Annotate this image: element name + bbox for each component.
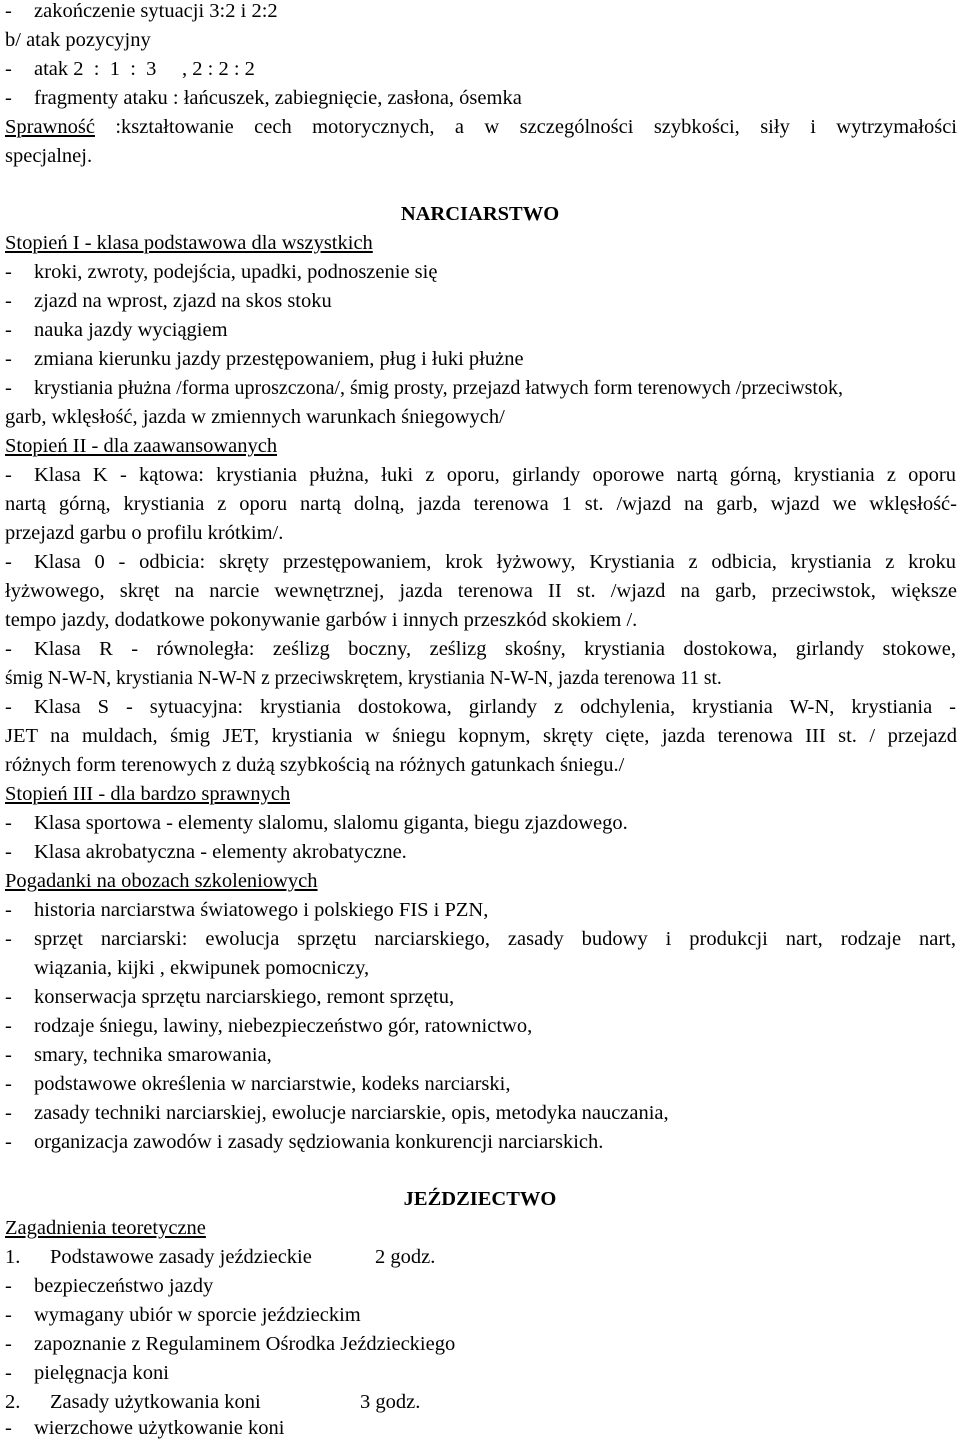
sprawnosc-continuation: specjalnej. bbox=[5, 145, 93, 167]
list-item bbox=[0, 1414, 960, 1443]
zagadnienia-heading: Zagadnienia teoretyczne bbox=[5, 1217, 206, 1239]
list-item bbox=[0, 1070, 960, 1099]
list-item bbox=[0, 1012, 960, 1041]
stopien2-heading: Stopień II - dla zaawansowanych bbox=[5, 435, 278, 457]
bullet-dash: - bbox=[5, 319, 12, 341]
klasa-0-line2: łyżwowego, skręt na narcie wewnętrznej, jazda terenowa II st. /wjazd na garb, przeciwstok, większe bbox=[5, 580, 957, 602]
item-number: 1. bbox=[5, 1246, 21, 1268]
item-text: Podstawowe zasady jeździeckie bbox=[50, 1246, 312, 1268]
bullet-dash: - bbox=[5, 928, 12, 950]
section-title-jezdziectwo: JEŹDZIECTWO bbox=[403, 1188, 557, 1210]
list-item-text: zasady techniki narciarskiej, ewolucje narciarskie, opis, metodyka nauczania, bbox=[34, 1102, 669, 1124]
bullet-dash: - bbox=[5, 87, 12, 109]
list-item bbox=[0, 55, 960, 84]
klasa-s-line3: różnych form terenowych z dużą szybkością na różnych gatunkach śniegu./ bbox=[5, 754, 625, 776]
list-item-text: nauka jazdy wyciągiem bbox=[34, 319, 228, 341]
klasa-r-line2: śmig N-W-N, krystiania N-W-N z przeciwskrętem, krystiania N-W-N, jazda terenowa 11 st. bbox=[5, 668, 722, 689]
list-item-text: Klasa sportowa - elementy slalomu, slalomu giganta, biegu zjazdowego. bbox=[34, 812, 628, 834]
pogadanki-heading: Pogadanki na obozach szkoleniowych bbox=[5, 870, 318, 892]
list-item-text: Klasa 0 - odbicia: skręty przestępowaniem, krok łyżwowy, Krystiania z odbicia, krystiania z kroku bbox=[34, 551, 956, 573]
list-item-text: atak 2 : 1 : 3 , 2 : 2 : 2 bbox=[34, 58, 255, 80]
list-item bbox=[0, 1099, 960, 1128]
klasa-k-line1 bbox=[0, 461, 960, 490]
list-item-text: Klasa akrobatyczna - elementy akrobatyczne. bbox=[34, 841, 407, 863]
bullet-dash: - bbox=[5, 899, 12, 921]
section-heading: b/ atak pozycyjny bbox=[5, 29, 151, 51]
klasa-r-line1 bbox=[0, 635, 960, 664]
bullet-dash: - bbox=[5, 0, 12, 22]
list-item bbox=[0, 0, 960, 26]
list-item-text: kroki, zwroty, podejścia, upadki, podnoszenie się bbox=[34, 261, 438, 283]
bullet-dash: - bbox=[5, 1417, 12, 1439]
bullet-dash: - bbox=[5, 1275, 12, 1297]
sprawnosc-text: :kształtowanie cech motorycznych, a w szczególności szybkości, siły i wytrzymałości bbox=[94, 116, 957, 138]
section-title-narciarstwo: NARCIARSTWO bbox=[400, 203, 560, 225]
list-item bbox=[0, 925, 960, 954]
list-item bbox=[0, 258, 960, 287]
numbered-item bbox=[0, 1388, 960, 1417]
bullet-dash: - bbox=[5, 812, 12, 834]
item-number: 2. bbox=[5, 1391, 21, 1413]
list-item-text: bezpieczeństwo jazdy bbox=[34, 1275, 214, 1297]
list-item-text: rodzaje śniegu, lawiny, niebezpieczeństwo gór, ratownictwo, bbox=[34, 1015, 533, 1037]
list-item-text: sprzęt narciarski: ewolucja sprzętu narciarskiego, zasady budowy i produkcji nart, rodzaje nart, bbox=[34, 928, 956, 950]
list-item bbox=[0, 1330, 960, 1359]
list-item bbox=[0, 1041, 960, 1070]
list-item-text: wierzchowe użytkowanie koni bbox=[34, 1417, 285, 1439]
bullet-dash: - bbox=[5, 638, 12, 660]
stopien3-heading: Stopień III - dla bardzo sprawnych bbox=[5, 783, 291, 805]
bullet-dash: - bbox=[5, 1102, 12, 1124]
list-item bbox=[0, 1128, 960, 1157]
bullet-dash: - bbox=[5, 464, 12, 486]
item-text: Zasady użytkowania koni bbox=[50, 1391, 261, 1413]
item-hours: 2 godz. bbox=[375, 1246, 436, 1268]
list-item bbox=[0, 1301, 960, 1330]
list-item-text: krystiania płużna /forma uproszczona/, śmig prosty, przejazd łatwych form terenowych /przeciwstok, bbox=[34, 377, 843, 399]
klasa-s-line2: JET na muldach, śmig JET, krystiania w śniegu kopnym, skręty cięte, jazda terenowa III st. / przejazd bbox=[5, 725, 957, 747]
list-item-text: zmiana kierunku jazdy przestępowaniem, pług i łuki płużne bbox=[34, 348, 524, 370]
list-item-text: wiązania, kijki , ekwipunek pomocniczy, bbox=[34, 957, 370, 979]
bullet-dash: - bbox=[5, 1044, 12, 1066]
bullet-dash: - bbox=[5, 1304, 12, 1326]
list-item-text: podstawowe określenia w narciarstwie, kodeks narciarski, bbox=[34, 1073, 511, 1095]
list-item-text: organizacja zawodów i zasady sędziowania konkurencji narciarskich. bbox=[34, 1131, 604, 1153]
list-item-text: zapoznanie z Regulaminem Ośrodka Jeździeckiego bbox=[34, 1333, 456, 1355]
item-hours: 3 godz. bbox=[360, 1391, 421, 1413]
list-item bbox=[0, 809, 960, 838]
bullet-dash: - bbox=[5, 1073, 12, 1095]
bullet-dash: - bbox=[5, 377, 12, 399]
bullet-dash: - bbox=[5, 1362, 12, 1384]
list-item-text: fragmenty ataku : łańcuszek, zabiegnięcie, zasłona, ósemka bbox=[34, 87, 522, 109]
bullet-dash: - bbox=[5, 1333, 12, 1355]
list-item bbox=[0, 983, 960, 1012]
stopien1-heading: Stopień I - klasa podstawowa dla wszystkich bbox=[5, 232, 373, 254]
list-item-text: pielęgnacja koni bbox=[34, 1362, 169, 1384]
bullet-dash: - bbox=[5, 986, 12, 1008]
list-item bbox=[0, 374, 960, 403]
klasa-k-line3: przejazd garbu o profilu krótkim/. bbox=[5, 522, 284, 544]
bullet-dash: - bbox=[5, 58, 12, 80]
list-item-text: zjazd na wprost, zjazd na skos stoku bbox=[34, 290, 332, 312]
klasa-0-line3: tempo jazdy, dodatkowe pokonywanie garbów i innych przeszkód skokiem /. bbox=[5, 609, 638, 631]
list-item bbox=[0, 1272, 960, 1301]
list-item-text: konserwacja sprzętu narciarskiego, remont sprzętu, bbox=[34, 986, 455, 1008]
list-item bbox=[0, 1359, 960, 1388]
list-item bbox=[0, 287, 960, 316]
list-item-text: Klasa K - kątowa: krystiania płużna, łuki z oporu, girlandy oporowe nartą górną, krystiania z oporu bbox=[34, 464, 956, 486]
list-item bbox=[0, 84, 960, 113]
list-item bbox=[0, 316, 960, 345]
list-item-text: zakończenie sytuacji 3:2 i 2:2 bbox=[34, 0, 278, 22]
sprawnosc-label: Sprawność bbox=[5, 116, 95, 138]
bullet-dash: - bbox=[5, 696, 12, 718]
list-item-text: historia narciarstwa światowego i polskiego FIS i PZN, bbox=[34, 899, 489, 921]
list-item-text: smary, technika smarowania, bbox=[34, 1044, 272, 1066]
list-item-continuation: garb, wklęsłość, jazda w zmiennych warunkach śniegowych/ bbox=[5, 406, 505, 428]
sprawnosc-paragraph bbox=[5, 113, 957, 142]
bullet-dash: - bbox=[5, 348, 12, 370]
bullet-dash: - bbox=[5, 551, 12, 573]
list-item bbox=[0, 345, 960, 374]
bullet-dash: - bbox=[5, 1131, 12, 1153]
list-item-text: Klasa R - równoległa: ześlizg boczny, ześlizg skośny, krystiania dostokowa, girlandy stokowe, bbox=[34, 638, 956, 660]
list-item bbox=[0, 896, 960, 925]
bullet-dash: - bbox=[5, 290, 12, 312]
bullet-dash: - bbox=[5, 1015, 12, 1037]
list-item-text: Klasa S - sytuacyjna: krystiania dostokowa, girlandy z odchylenia, krystiania W-N, krystiania - bbox=[34, 696, 956, 718]
bullet-dash: - bbox=[5, 261, 12, 283]
klasa-0-line1 bbox=[0, 548, 960, 577]
bullet-dash: - bbox=[5, 841, 12, 863]
list-item-text: wymagany ubiór w sporcie jeździeckim bbox=[34, 1304, 361, 1326]
list-item-continuation bbox=[0, 954, 960, 983]
klasa-s-line1 bbox=[0, 693, 960, 722]
numbered-item bbox=[0, 1243, 960, 1272]
klasa-k-line2: nartą górną, krystiania z oporu nartą dolną, jazda terenowa 1 st. /wjazd na garb, wjazd we wklęsłość- bbox=[5, 493, 957, 515]
list-item bbox=[0, 838, 960, 867]
